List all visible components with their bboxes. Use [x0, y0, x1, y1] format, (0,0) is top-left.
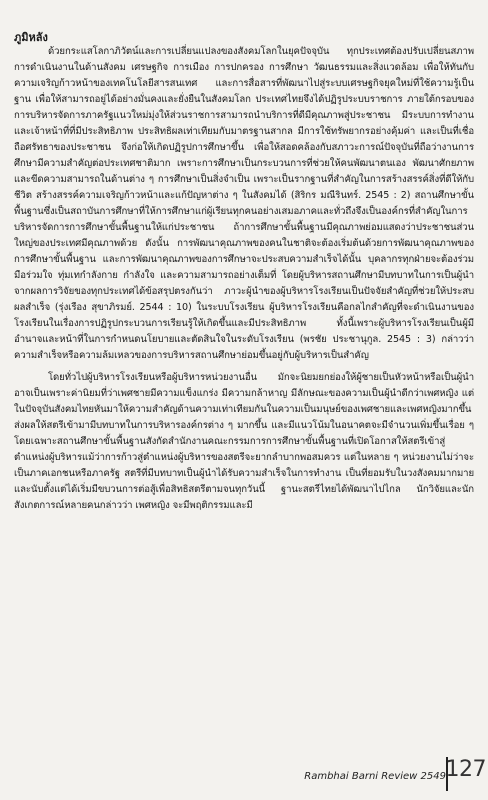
paragraph-background-2: โดยทั่วไปผู้บริหารโรงเรียนหรือผู้บริหารหน่วยงานอื่น มักจะนิยมยกย่องให้ผู้ชายเป็นหัวหน้าหรือเป็นผู้นำ อาจเป็นเพราะค่านิยมที่ว่าเพศชายมีความแข็งแกร่ง มีความกล้าหาญ มีลักษณะของความเป็นผู้นำดีกว่าเพศหญิง แต่ในปัจจุบันสังคมไทยหันมาให้ความสำคัญด้านความเท่าเทียมกันในความเป็นมนุษย์ของเพศชายและเพศหญิงมากขึ้น ส่งผลให้สตรีเข้ามามีบทบาทในการบริหารองค์กรต่าง ๆ มากขึ้น และมีแนวโน้มในอนาคตจะมีจำนวนเพิ่มขึ้นเรื่อย ๆ โดยเฉพาะสถานศึกษาขั้นพื้นฐานสังกัดสำนักงานคณะกรรมการการศึกษาขั้นพื้นฐานที่เปิดโอกาสให้สตรีเข้าสู่ตำแหน่งผู้บริหารแม้ว่าการก้าวสู่ตำแหน่งผู้บริหารของสตรีจะยากลำบากพอสมควร แต่ในหลาย ๆ หน่วยงานไม่ว่าจะเป็นภาคเอกชนหรือภาครัฐ สตรีที่มีบทบาทเป็นผู้นำได้รับความสำเร็จในการทำงาน เป็นที่ยอมรับในวงสังคมมากมาย และนับตั้งแต่ได้เริ่มมีขบวนการต่อสู้เพื่อสิทธิสตรีตามจนทุกวันนี้ ฐานะสตรีไทยได้พัฒนาไปไกล นักวิจัยและนักสังเกตการณ์หลายคนกล่าวว่า เพศหญิง จะมีพฤติกรรมและมี	[14, 372, 474, 511]
paragraph-background-1: ด้วยกระแสโลกาภิวัตน์และการเปลี่ยนแปลงของสังคมโลกในยุคปัจจุบัน ทุกประเทศต้องปรับเปลี่ยนสภาพการดำเนินงานในด้านสังคม เศรษฐกิจ การเมือง การปกครอง การศึกษา วัฒนธรรมและสิ่งแวดล้อม เพื่อให้ทันกับความเจริญก้าวหน้าของเทคโนโลยีสารสนเทศ และการสื่อสารที่พัฒนาไปสู่ระบบเศรษฐกิจยุคใหม่ที่ใช้ความรู้เป็นฐาน เพื่อให้สามารถอยู่ได้อย่างมั่นคงและยั่งยืนในสังคมโลก ประเทศไทยจึงได้ปฏิรูประบบราชการ ภายใต้กรอบของการบริหารจัดการภาครัฐแนวใหม่มุ่งให้ส่วนราชการสามารถนำบริการที่ดีมีคุณภาพสู่ประชาชน มีระบบการทำงาน และเจ้าหน้าที่ที่มีประสิทธิภาพ ประสิทธิผลเท่าเทียมกับมาตรฐานสากล มีการใช้ทรัพยากรอย่างคุ้มค่า และเป็นที่เชื่อถือศรัทธาของประชาชน จึงก่อให้เกิดปฏิรูปการศึกษาขึ้น เพื่อให้สอดคล้องกับสภาวะการณ์ปัจจุบันที่ถือว่างานการศึกษามีความสำคัญต่อประเทศชาติมาก เพราะการศึกษาเป็นกระบวนการที่ช่วยให้คนพัฒนาตนเอง พัฒนาศักยภาพและขีดความสามารถในด้านต่าง ๆ การศึกษาเป็นสิ่งจำเป็น เพราะเป็นรากฐานที่สำคัญในการสร้างสรรค์สิ่งที่ดีให้กับชีวิต สร้างสรรค์ความเจริญก้าวหน้าและแก้ปัญหาต่าง ๆ ในสังคมได้ (สิริกร มณีรินทร์. 2545 : 2) สถานศึกษาขั้นพื้นฐานซึ่งเป็นสถาบันการศึกษาที่ให้การศึกษาแก่ผู้เรียนทุกคนอย่างเสมอภาคและทั่วถึงจึงเป็นองค์กรที่สำคัญในการบริหารจัดการการศึกษาขั้นพื้นฐานให้แก่ประชาชน ถ้าการศึกษาขั้นพื้นฐานมีคุณภาพย่อมแสดงว่าประชาชนส่วนใหญ่ของประเทศมีคุณภาพด้วย ดังนั้น การพัฒนาคุณภาพของคนในชาติจะต้องเริ่มต้นด้วยการพัฒนาคุณภาพของการศึกษาขั้นพื้นฐาน และการพัฒนาคุณภาพของการศึกษาจะประสบความสำเร็จได้นั้น บุคลากรทุกฝ่ายจะต้องร่วมมือร่วมใจ ทุ่มเทกำลังกาย กำลังใจ และความสามารถอย่างเต็มที่ โดยผู้บริหารสถานศึกษามีบทบาทในการเป็นผู้นำ จากผลการวิจัยของทุกประเทศได้ข้อสรุปตรงกันว่า ภาวะผู้นำของผู้บริหารโรงเรียนเป็นปัจจัยสำคัญที่ช่วยให้ประสบผลสำเร็จ (รุ่งเรือง สุขาภิรมย์. 2544 : 10) ในระบบโรงเรียน ผู้บริหารโรงเรียนคือกลไกสำคัญที่จะดำเนินงานของโรงเรียนในเรื่องการปฏิรูปกระบวนการเรียนรู้ให้เกิดขึ้นและมีประสิทธิภาพ ทั้งนี้เพราะผู้บริหารโรงเรียนเป็นผู้มีอำนาจและหน้าที่ในการกำหนดนโยบายและตัดสินใจในระดับโรงเรียน (พรชัย ประชานุกูล. 2545 : 3) กล่าวว่า ความสำเร็จหรือความล้มเหลวของการบริหารสถานศึกษาย่อมขึ้นอยู่กับผู้บริหารเป็นสำคัญ	[14, 46, 474, 361]
page-number: 127	[445, 757, 486, 782]
journal-title: Rambhai Barni Review 2549	[304, 771, 446, 782]
section-heading: ภูมิหลัง	[14, 31, 48, 44]
body-text	[14, 44, 474, 516]
page-footer	[0, 755, 488, 795]
